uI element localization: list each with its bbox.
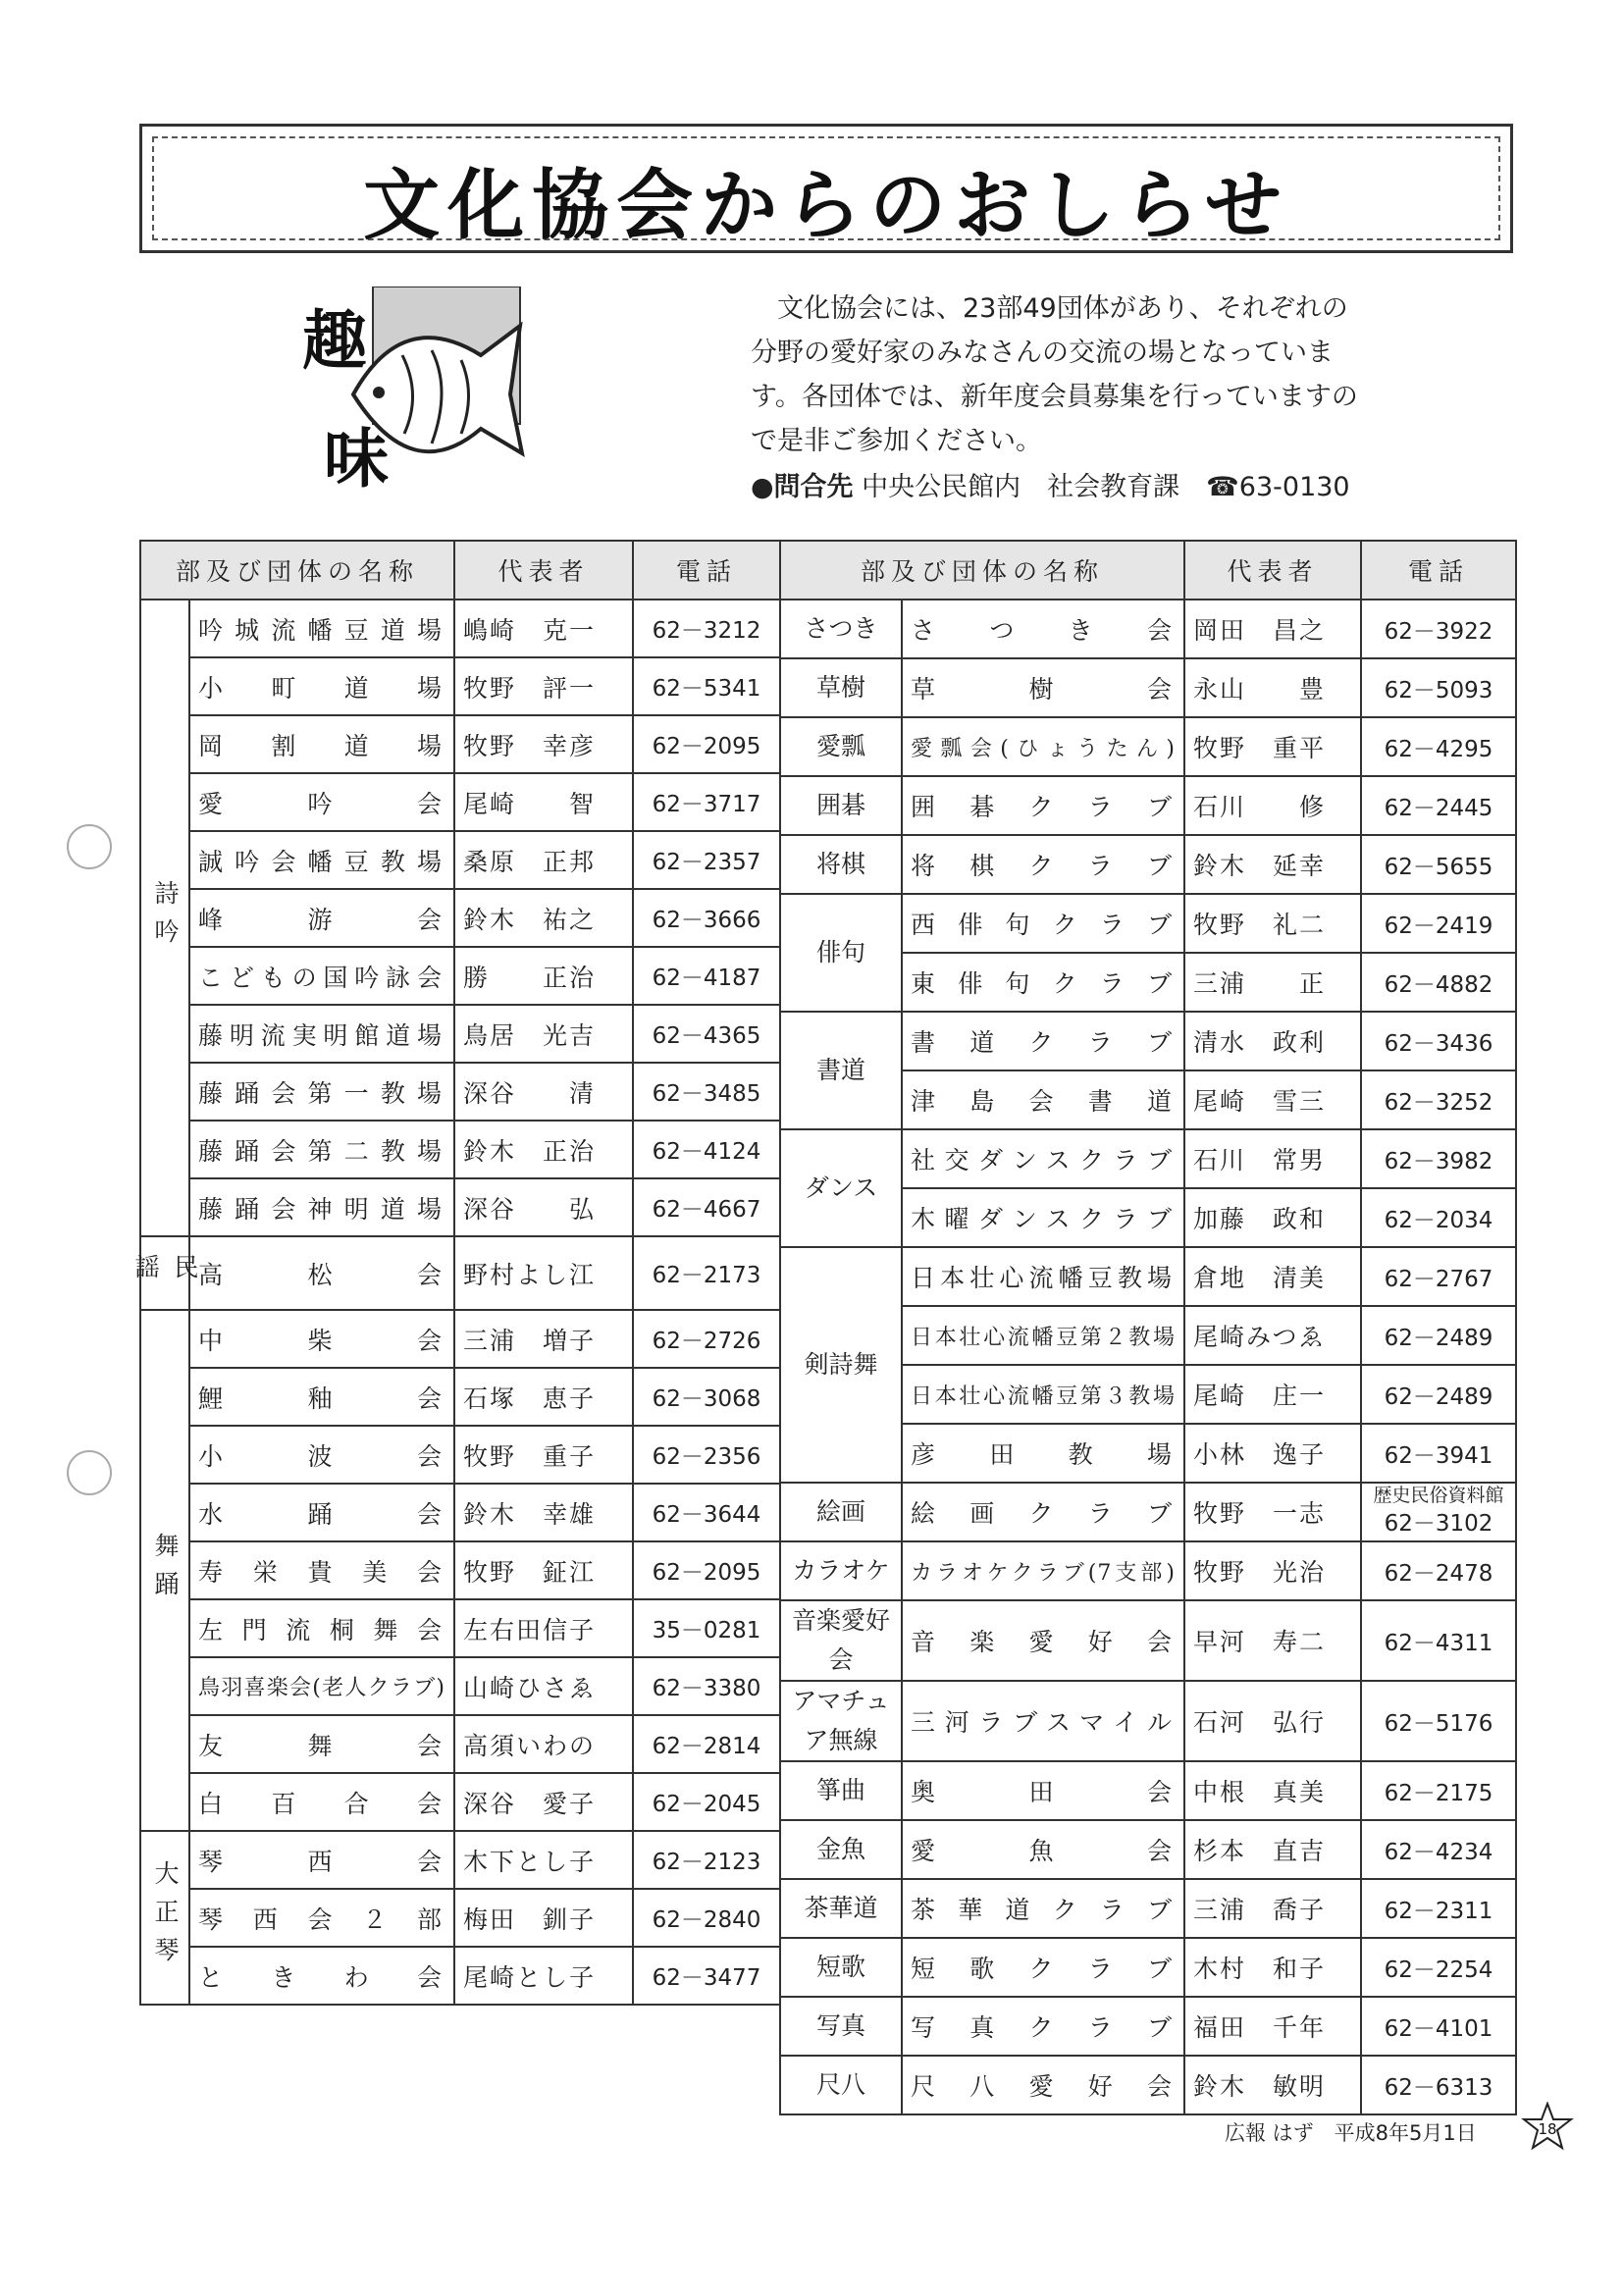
category-cell: 将棋 <box>780 835 902 894</box>
representative-name: 石河 弘行 <box>1184 1681 1361 1761</box>
logo-char-1: 趣 <box>302 303 367 379</box>
table-row <box>780 600 1516 658</box>
organization-name: 日本壮心流幡豆第３教場 <box>902 1365 1184 1424</box>
table-row <box>780 1879 1516 1938</box>
representative-name: 勝 正治 <box>454 947 633 1005</box>
representative-name: 中根 真美 <box>1184 1761 1361 1820</box>
organization-name: 藤明流実明館道場 <box>189 1005 454 1063</box>
table-row <box>140 1831 780 1889</box>
category-cell: 草樹 <box>780 658 902 717</box>
representative-name: 鈴木 正治 <box>454 1121 633 1178</box>
representative-name: 牧野 礼二 <box>1184 894 1361 953</box>
representative-name: 石川 修 <box>1184 776 1361 835</box>
organization-name: 友舞会 <box>189 1715 454 1773</box>
organization-name: 木曜ダンスクラブ <box>902 1188 1184 1247</box>
phone-number: 62－3941 <box>1361 1424 1516 1483</box>
table-row <box>780 1600 1516 1681</box>
phone-number: 62－2095 <box>633 715 780 773</box>
phone-number: 62－3717 <box>633 773 780 831</box>
representative-name: 深谷 弘 <box>454 1178 633 1236</box>
intro-text <box>751 287 1359 509</box>
table-row <box>140 657 780 715</box>
category-cell: 書道 <box>780 1012 902 1129</box>
header-tel: 電話 <box>1361 541 1516 600</box>
phone-number: 62－3380 <box>633 1657 780 1715</box>
category-cell: 絵画 <box>780 1483 902 1541</box>
phone-number: 62－2356 <box>633 1426 780 1484</box>
table-row <box>140 1947 780 2005</box>
category-cell: さつき <box>780 600 902 658</box>
representative-name: 尾崎みつゑ <box>1184 1306 1361 1365</box>
representative-name: 三浦 増子 <box>454 1310 633 1368</box>
category-cell: 舞踊 <box>140 1310 189 1831</box>
representative-name: 三浦 喬子 <box>1184 1879 1361 1938</box>
phone-value: 62－3102 <box>1384 1511 1493 1538</box>
phone-number: 62－4295 <box>1361 717 1516 776</box>
phone-number: 62－2726 <box>633 1310 780 1368</box>
phone-number: 62－2489 <box>1361 1365 1516 1424</box>
representative-name: 永山 豊 <box>1184 658 1361 717</box>
organization-name: 音楽愛好会 <box>902 1600 1184 1681</box>
organization-name: こどもの国吟詠会 <box>189 947 454 1005</box>
representative-name: 岡田 昌之 <box>1184 600 1361 658</box>
contact-text: 中央公民館内 社会教育課 ☎63-0130 <box>862 472 1350 502</box>
organization-name: 奥田会 <box>902 1761 1184 1820</box>
phone-number: 62－3922 <box>1361 600 1516 658</box>
table-row <box>780 1012 1516 1070</box>
organization-name: 絵画クラブ <box>902 1483 1184 1541</box>
representative-name: 嶋崎 克一 <box>454 600 633 657</box>
representative-name: 清水 政利 <box>1184 1012 1361 1070</box>
phone-number: 62－2840 <box>633 1889 780 1947</box>
phone-number: 62－4124 <box>633 1121 780 1178</box>
category-cell: 尺八 <box>780 2056 902 2114</box>
representative-name: 牧野 重平 <box>1184 717 1361 776</box>
table-header-row <box>140 541 780 600</box>
table-row <box>140 831 780 889</box>
header-org: 部及び団体の名称 <box>780 541 1184 600</box>
organization-name: 愛瓢会(ひょうたん) <box>902 717 1184 776</box>
phone-number: 35－0281 <box>633 1599 780 1657</box>
representative-name: 深谷 愛子 <box>454 1773 633 1831</box>
representative-name: 尾崎 雪三 <box>1184 1070 1361 1129</box>
representative-name: 牧野 鉦江 <box>454 1541 633 1599</box>
page-number-badge <box>1521 2102 1574 2155</box>
phone-number: 62－2489 <box>1361 1306 1516 1365</box>
table-row <box>780 1483 1516 1541</box>
phone-number: 62－4882 <box>1361 953 1516 1012</box>
phone-number: 62－2034 <box>1361 1188 1516 1247</box>
representative-name: 石塚 恵子 <box>454 1368 633 1426</box>
logo-char-2: 味 <box>324 421 389 495</box>
phone-number: 62－2357 <box>633 831 780 889</box>
phone-number: 62－3212 <box>633 600 780 657</box>
organization-name: ときわ会 <box>189 1947 454 2005</box>
table-header-row <box>780 541 1516 600</box>
organization-name: 琴西会２部 <box>189 1889 454 1947</box>
phone-number: 62－4101 <box>1361 1997 1516 2056</box>
representative-name: 尾崎とし子 <box>454 1947 633 2005</box>
page-number: 18 <box>1538 2120 1557 2138</box>
organization-table-right <box>779 540 1517 2115</box>
table-row <box>780 1820 1516 1879</box>
hobby-fish-logo <box>294 287 526 495</box>
phone-number: 62－2173 <box>633 1236 780 1310</box>
representative-name: 鈴木 延幸 <box>1184 835 1361 894</box>
representative-name: 鈴木 祐之 <box>454 889 633 947</box>
phone-number: 62－2123 <box>633 1831 780 1889</box>
organization-name: 白百合会 <box>189 1773 454 1831</box>
representative-name: 石川 常男 <box>1184 1129 1361 1188</box>
table-row <box>780 1541 1516 1600</box>
organization-name: カラオケクラブ(7支部) <box>902 1541 1184 1600</box>
organization-name: 左門流桐舞会 <box>189 1599 454 1657</box>
category-cell: 剣詩舞 <box>780 1247 902 1483</box>
phone-number: 62－3644 <box>633 1484 780 1541</box>
phone-number: 62－3252 <box>1361 1070 1516 1129</box>
category-cell: 大正琴 <box>140 1831 189 2005</box>
category-cell: 愛瓢 <box>780 717 902 776</box>
table-row <box>780 894 1516 953</box>
phone-number: 62－4365 <box>633 1005 780 1063</box>
phone-number: 62－3982 <box>1361 1129 1516 1188</box>
table-row <box>140 1121 780 1178</box>
organization-rows-left <box>131 600 780 2005</box>
organization-name: 将棋クラブ <box>902 835 1184 894</box>
organization-name: 写真クラブ <box>902 1997 1184 2056</box>
phone-number: 62－3436 <box>1361 1012 1516 1070</box>
category-cell: 茶華道 <box>780 1879 902 1938</box>
punch-hole <box>67 824 112 869</box>
header-org: 部及び団体の名称 <box>140 541 454 600</box>
organization-name: 西俳句クラブ <box>902 894 1184 953</box>
category-cell: カラオケ <box>780 1541 902 1600</box>
table-row <box>140 1368 780 1426</box>
category-cell: 詩吟 <box>140 600 189 1236</box>
table-row <box>140 715 780 773</box>
organization-name: 愛魚会 <box>902 1820 1184 1879</box>
table-row <box>780 1938 1516 1997</box>
organization-table-left <box>131 540 781 2006</box>
representative-name: 鳥居 光吉 <box>454 1005 633 1063</box>
phone-number: 62－3485 <box>633 1063 780 1121</box>
organization-name: 藤踊会第一教場 <box>189 1063 454 1121</box>
phone-number: 62－2767 <box>1361 1247 1516 1306</box>
table-row <box>140 1715 780 1773</box>
organization-name: 鯉釉会 <box>189 1368 454 1426</box>
phone-number: 62－4187 <box>633 947 780 1005</box>
table-row <box>140 947 780 1005</box>
phone-number: 62－3068 <box>633 1368 780 1426</box>
phone-number: 62－5341 <box>633 657 780 715</box>
phone-number: 62－3477 <box>633 1947 780 2005</box>
representative-name: 尾崎 庄一 <box>1184 1365 1361 1424</box>
representative-name: 桑原 正邦 <box>454 831 633 889</box>
phone-number: 62－5655 <box>1361 835 1516 894</box>
phone-number: 62－2311 <box>1361 1879 1516 1938</box>
representative-name: 山崎ひさゑ <box>454 1657 633 1715</box>
table-row <box>140 600 780 657</box>
category-cell: 音楽愛好会 <box>780 1600 902 1681</box>
representative-name: 倉地 清美 <box>1184 1247 1361 1306</box>
phone-note: 歴史民俗資料館 <box>1373 1484 1504 1506</box>
table-row <box>780 835 1516 894</box>
category-cell: 箏曲 <box>780 1761 902 1820</box>
representative-name: 三浦 正 <box>1184 953 1361 1012</box>
category-cell: アマチュア無線 <box>780 1681 902 1761</box>
category-cell: 金魚 <box>780 1820 902 1879</box>
representative-name: 深谷 清 <box>454 1063 633 1121</box>
header-rep: 代表者 <box>454 541 633 600</box>
contact-label: ●問合先 <box>751 472 854 502</box>
phone-number: 62－4234 <box>1361 1820 1516 1879</box>
footer-text: 広報 はず 平成8年5月1日 <box>1225 2121 1477 2145</box>
organization-name: 茶華道クラブ <box>902 1879 1184 1938</box>
table-row <box>780 2056 1516 2114</box>
organization-name: 書道クラブ <box>902 1012 1184 1070</box>
category-cell: 民謡 <box>140 1236 189 1310</box>
table-row <box>140 1426 780 1484</box>
organization-name: 彦田教場 <box>902 1424 1184 1483</box>
representative-name: 高須いわの <box>454 1715 633 1773</box>
table-row <box>140 1236 780 1310</box>
organization-name: 藤踊会第二教場 <box>189 1121 454 1178</box>
phone-number: 62－3666 <box>633 889 780 947</box>
representative-name: 牧野 評一 <box>454 657 633 715</box>
organization-name: 吟城流幡豆道場 <box>189 600 454 657</box>
organization-name: 藤踊会神明道場 <box>189 1178 454 1236</box>
category-cell: 短歌 <box>780 1938 902 1997</box>
table-row <box>780 1129 1516 1188</box>
organization-name: 高松会 <box>189 1236 454 1310</box>
representative-name: 尾崎 智 <box>454 773 633 831</box>
organization-name: 日本壮心流幡豆第２教場 <box>902 1306 1184 1365</box>
phone-number: 62－4311 <box>1361 1600 1516 1681</box>
organization-name: 草樹会 <box>902 658 1184 717</box>
representative-name: 牧野 幸彦 <box>454 715 633 773</box>
punch-hole <box>67 1450 112 1495</box>
representative-name: 早河 寿二 <box>1184 1600 1361 1681</box>
table-row <box>780 1997 1516 2056</box>
organization-rows-right <box>780 600 1516 2114</box>
phone-number: 62－2814 <box>633 1715 780 1773</box>
table-row <box>140 1657 780 1715</box>
table-row <box>140 1063 780 1121</box>
representative-name: 杉本 直吉 <box>1184 1820 1361 1879</box>
organization-name: 鳥羽喜楽会(老人クラブ) <box>189 1657 454 1715</box>
representative-name: 鈴木 幸雄 <box>454 1484 633 1541</box>
representative-name: 木村 和子 <box>1184 1938 1361 1997</box>
table-row <box>140 1889 780 1947</box>
table-row <box>780 1247 1516 1306</box>
header-tel: 電話 <box>633 541 780 600</box>
organization-name: 囲碁クラブ <box>902 776 1184 835</box>
table-row <box>780 776 1516 835</box>
table-row <box>780 658 1516 717</box>
table-row <box>780 717 1516 776</box>
phone-number: 62－5176 <box>1361 1681 1516 1761</box>
table-row <box>140 773 780 831</box>
phone-number: 62－5093 <box>1361 658 1516 717</box>
organization-name: 東俳句クラブ <box>902 953 1184 1012</box>
organization-name: 小町道場 <box>189 657 454 715</box>
phone-number: 62－4667 <box>633 1178 780 1236</box>
phone-number: 62－2419 <box>1361 894 1516 953</box>
organization-name: 愛吟会 <box>189 773 454 831</box>
phone-number: 62－2095 <box>633 1541 780 1599</box>
category-cell: ダンス <box>780 1129 902 1247</box>
header-rep: 代表者 <box>1184 541 1361 600</box>
representative-name: 野村よし江 <box>454 1236 633 1310</box>
title-banner <box>139 124 1513 253</box>
organization-name: 小波会 <box>189 1426 454 1484</box>
table-row <box>140 1005 780 1063</box>
organization-name: さつき会 <box>902 600 1184 658</box>
organization-name: 日本壮心流幡豆教場 <box>902 1247 1184 1306</box>
table-row <box>780 1681 1516 1761</box>
representative-name: 牧野 一志 <box>1184 1483 1361 1541</box>
organization-name: 短歌クラブ <box>902 1938 1184 1997</box>
table-row <box>780 1761 1516 1820</box>
intro-body: 文化協会には、23部49団体があり、それぞれの分野の愛好家のみなさんの交流の場となっています。各団体では、新年度会員募集を行っていますので是非ご参加ください。 <box>751 293 1358 456</box>
representative-name: 小林 逸子 <box>1184 1424 1361 1483</box>
phone-number: 62－2175 <box>1361 1761 1516 1820</box>
representative-name: 鈴木 敏明 <box>1184 2056 1361 2114</box>
phone-number <box>1361 1483 1516 1541</box>
representative-name: 梅田 釧子 <box>454 1889 633 1947</box>
phone-number: 62－2445 <box>1361 776 1516 835</box>
organization-name: 峰游会 <box>189 889 454 947</box>
phone-number: 62－2254 <box>1361 1938 1516 1997</box>
phone-number: 62－6313 <box>1361 2056 1516 2114</box>
organization-name: 水踊会 <box>189 1484 454 1541</box>
organization-name: 寿栄貴美会 <box>189 1541 454 1599</box>
organization-name: 津島会書道 <box>902 1070 1184 1129</box>
representative-name: 加藤 政和 <box>1184 1188 1361 1247</box>
organization-name: 社交ダンスクラブ <box>902 1129 1184 1188</box>
representative-name: 牧野 重子 <box>454 1426 633 1484</box>
organization-name: 三河ラブスマイル <box>902 1681 1184 1761</box>
representative-name: 左右田信子 <box>454 1599 633 1657</box>
organization-name: 誠吟会幡豆教場 <box>189 831 454 889</box>
organization-name: 琴西会 <box>189 1831 454 1889</box>
table-row <box>140 1484 780 1541</box>
representative-name: 木下とし子 <box>454 1831 633 1889</box>
table-row <box>140 1541 780 1599</box>
representative-name: 福田 千年 <box>1184 1997 1361 2056</box>
table-row <box>140 1310 780 1368</box>
contact-line <box>751 465 1359 509</box>
table-row <box>140 889 780 947</box>
phone-number: 62－2045 <box>633 1773 780 1831</box>
category-cell: 俳句 <box>780 894 902 1012</box>
phone-number: 62－2478 <box>1361 1541 1516 1600</box>
table-row <box>140 1599 780 1657</box>
table-row <box>140 1773 780 1831</box>
organization-name: 岡割道場 <box>189 715 454 773</box>
category-cell: 囲碁 <box>780 776 902 835</box>
category-cell: 写真 <box>780 1997 902 2056</box>
organization-name: 尺八愛好会 <box>902 2056 1184 2114</box>
representative-name: 牧野 光治 <box>1184 1541 1361 1600</box>
organization-name: 中柴会 <box>189 1310 454 1368</box>
table-row <box>140 1178 780 1236</box>
page-title: 文化協会からのおしらせ <box>363 162 1289 250</box>
